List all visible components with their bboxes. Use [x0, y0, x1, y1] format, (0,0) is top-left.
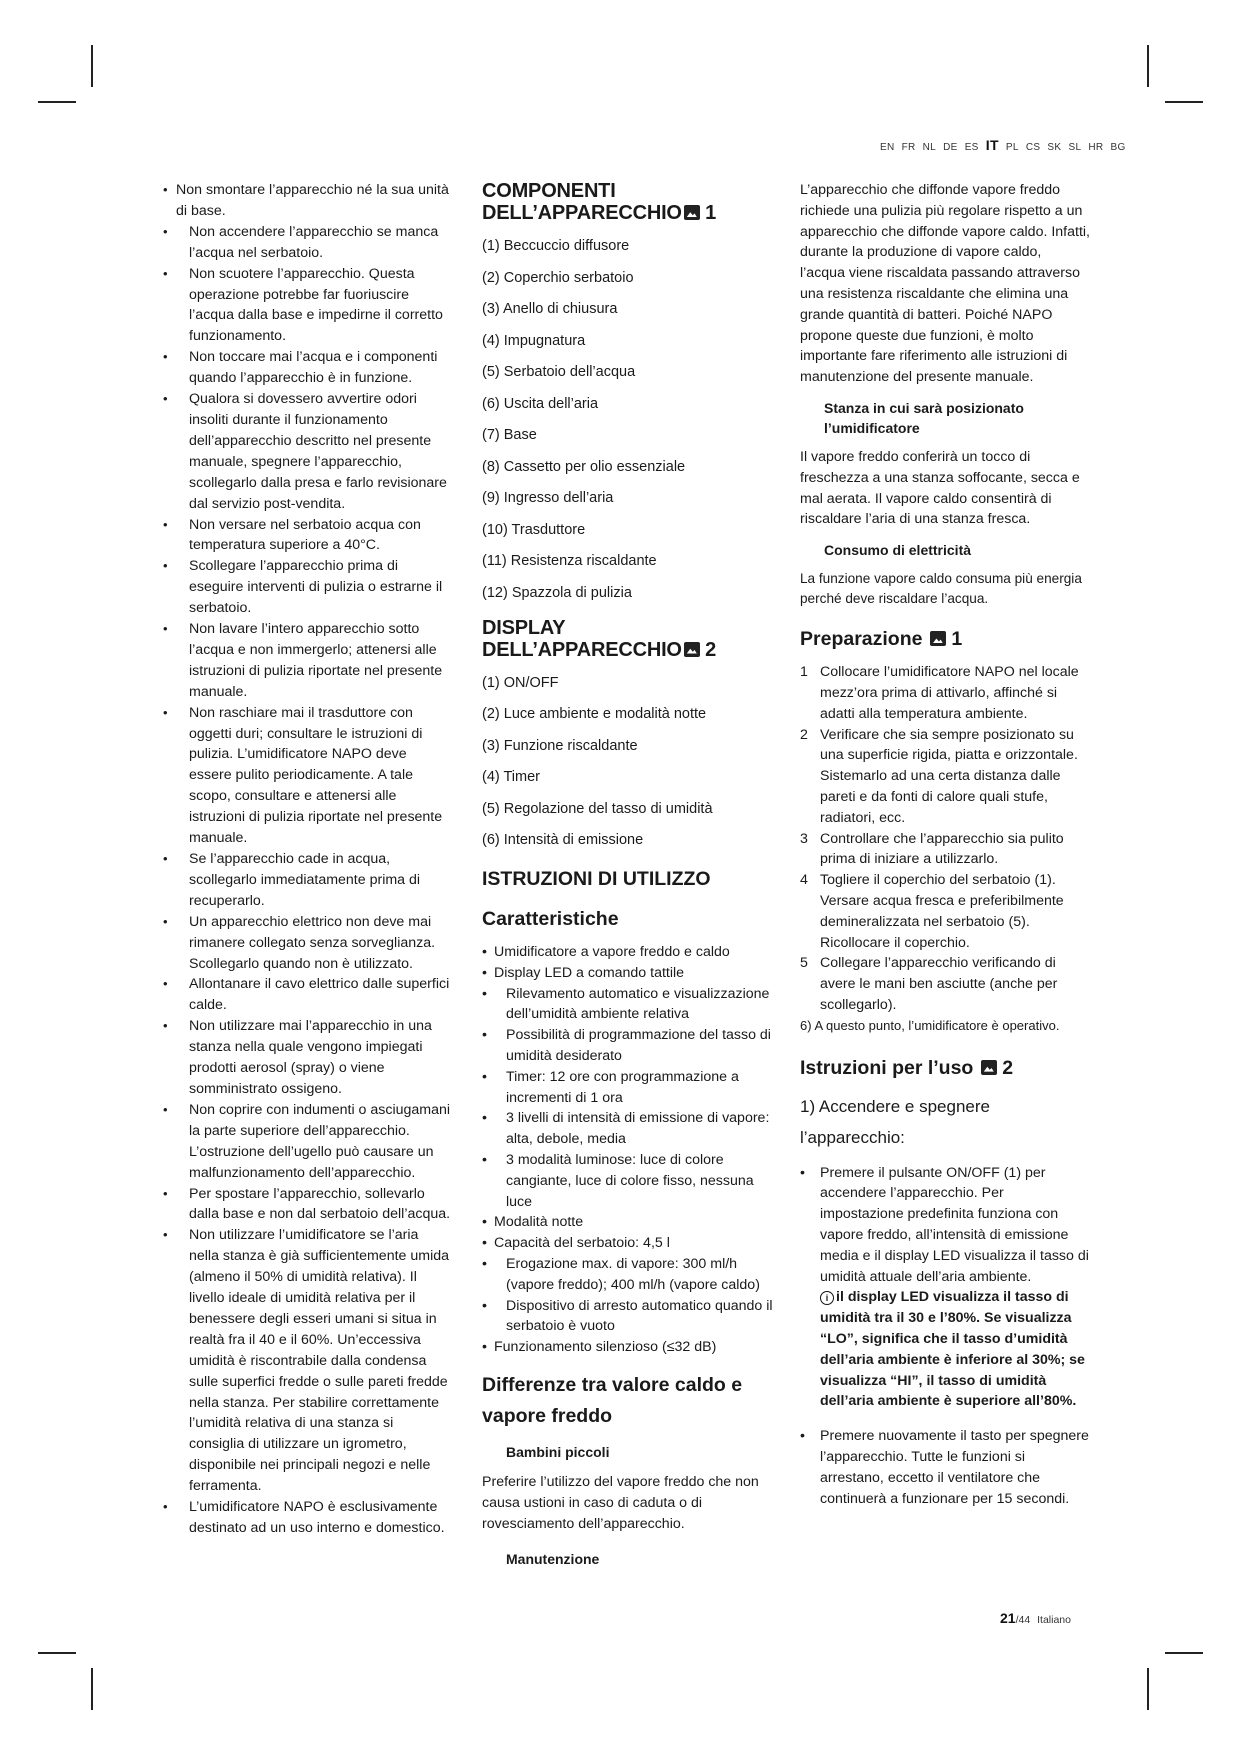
maintenance-text: L’apparecchio che diffonde vapore freddo richiede una pulizia più regolare rispetto a un apparecchio che diffonde vapore caldo. Infatti, durante la produzione di vapore caldo, l’acqua viene riscaldata passando attraverso una resistenza riscaldante che elimina una grande quantità di batteri. Poiché NAPO propone queste due funzioni, è molto importante fare riferimento alle istruzioni di manutenzione del presente manuale.: [800, 182, 1090, 386]
list-item: • Non lavare l’intero apparecchio sotto l’acqua e non immergerlo; attenersi alle istruzioni di pulizia riportate nel presente manuale.: [160, 619, 452, 703]
components-column: [482, 180, 777, 1575]
figure-number: 1: [705, 202, 717, 224]
list-item: • Display LED a comando tattile: [482, 963, 777, 984]
list-item: [800, 870, 1090, 953]
lang-nl: NL: [922, 142, 937, 153]
info-icon: i: [820, 1291, 834, 1305]
instructions-title: Istruzioni per l’uso: [800, 1056, 974, 1079]
lang-bg: BG: [1110, 142, 1126, 153]
page-number: 21: [1000, 1610, 1016, 1626]
list-item: • Non raschiare mai il trasduttore con oggetti duri; consultare le istruzioni di pulizia. L’umidificatore NAPO deve essere pulito periodicamente. A tale scopo, consultare e attenersi alle istruzioni di pulizia riportate nel presente manuale.: [160, 703, 452, 849]
list-item: • 3 modalità luminose: luce di colore cangiante, luce di colore fisso, nessuna luce: [482, 1150, 777, 1212]
list-item: • Non toccare mai l’acqua e i componenti quando l’apparecchio è in funzione.: [160, 347, 452, 389]
step-number: 1: [800, 664, 808, 681]
lang-it-active: IT: [985, 137, 999, 153]
step-number: 3: [800, 830, 808, 847]
list-item: (7) Base: [482, 427, 537, 443]
display-list: [482, 673, 777, 851]
step-text: Collegare l’apparecchio verificando di avere le mani ben asciutte (anche per scollegarlo).: [820, 955, 1058, 1013]
crop-mark: [38, 1652, 76, 1654]
figure-number: 1: [951, 628, 963, 651]
list-item: (1) ON/OFF: [482, 674, 559, 691]
crop-mark: [38, 101, 76, 103]
list-item: • Non scuotere l’apparecchio. Questa operazione potrebbe far fuoriuscire l’acqua dalla base e impedirne il corretto funzionamento.: [160, 264, 452, 348]
figure-number: 2: [1002, 1056, 1014, 1079]
lang-es: ES: [964, 142, 979, 153]
list-item: (9) Ingresso dell’aria: [482, 490, 614, 506]
list-item: • Premere nuovamente il tasto per spegnere l’apparecchio. Tutte le funzioni si arrestano, eccetto il ventilatore che continuerà a funzionare per 15 secondi.: [800, 1426, 1090, 1509]
step-number: 2: [800, 726, 808, 743]
list-item: [800, 725, 1090, 829]
instructions-subheading: 1) Accendere e spegnere l’apparecchio:: [800, 1096, 990, 1147]
list-item: • Possibilità di programmazione del tasso di umidità desiderato: [482, 1025, 777, 1067]
list-item: (12) Spazzola di pulizia: [482, 584, 632, 601]
list-item: [800, 1163, 1090, 1413]
list-item: [800, 953, 1090, 1015]
preparation-title: Preparazione: [800, 628, 923, 651]
list-item: (8) Cassetto per olio essenziale: [482, 458, 686, 475]
list-item: • Non coprire con indumenti o asciugamani la parte superiore dell’apparecchio. L’ostruzione dell’ugello può causare un malfunzionamento dell’apparecchio.: [160, 1100, 452, 1184]
lang-sl: SL: [1068, 142, 1082, 153]
power-text: La funzione vapore caldo consuma più energia perché deve riscaldare l’acqua.: [800, 570, 1082, 607]
list-item: • Scollegare l’apparecchio prima di eseguire interventi di pulizia o estrarne il serbatoio.: [160, 556, 452, 619]
lang-sk: SK: [1047, 142, 1062, 153]
lang-en: EN: [880, 142, 895, 153]
lang-pl: PL: [1005, 142, 1019, 153]
list-item: (5) Serbatoio dell’acqua: [482, 364, 636, 380]
list-item: • Se l’apparecchio cade in acqua, scollegarlo immediatamente prima di recuperarlo.: [160, 849, 452, 912]
list-item: (2) Luce ambiente e modalità notte: [482, 706, 707, 722]
lang-de: DE: [943, 142, 958, 153]
crop-mark: [1147, 1668, 1149, 1710]
list-item: • L’umidificatore NAPO è esclusivamente destinato ad un uso interno e domestico.: [160, 1497, 452, 1539]
lang-hr: HR: [1088, 142, 1104, 153]
step-number: 5: [800, 955, 808, 972]
components-list: [482, 236, 777, 603]
preparation-steps: [800, 662, 1090, 1036]
usage-heading: ISTRUZIONI DI UTILIZZO: [482, 868, 711, 890]
list-item: (3) Funzione riscaldante: [482, 737, 638, 754]
language-bar: [880, 137, 1130, 153]
note-text: il display LED visualizza il tasso di umidità tra il 30 e l’80%. Se visualizza “LO”, significa che il tasso d’umidità dell’aria ambiente è inferiore al 30%; se visualizza “HI”, il tasso di umidità dell’aria ambiente è superiore all’80%.: [820, 1289, 1085, 1410]
features-list: [482, 942, 777, 1358]
list-item: • Allontanare il cavo elettrico dalle superfici calde.: [160, 974, 452, 1016]
list-item: (6) Uscita dell’aria: [482, 395, 599, 412]
instructions-heading: [800, 1055, 1090, 1081]
room-text: Il vapore freddo conferirà un tocco di freschezza a una stanza soffocante, secca e mal aerata. Il vapore caldo consentirà di riscaldare l’aria di una stanza fresca.: [800, 448, 1080, 528]
list-item: (5) Regolazione del tasso di umidità: [482, 800, 713, 817]
components-heading-line2: DELL’APPARECCHIO: [482, 202, 682, 224]
list-item: (4) Timer: [482, 769, 540, 785]
list-item: • Un apparecchio elettrico non deve mai rimanere collegato senza sorveglianza. Scollegarlo quando non è utilizzato.: [160, 912, 452, 975]
list-item: • Capacità del serbatoio: 4,5 l: [482, 1233, 777, 1254]
crop-mark: [91, 45, 93, 87]
list-item: (3) Anello di chiusura: [482, 301, 618, 317]
crop-mark: [1147, 45, 1149, 87]
list-item: (6) Intensità di emissione: [482, 832, 644, 848]
step-number: 4: [800, 872, 808, 889]
image-icon: [981, 1060, 997, 1075]
list-item: • Rilevamento automatico e visualizzazione dell’umidità ambiente relativa: [482, 984, 777, 1026]
list-item: • Timer: 12 ore con programmazione a incrementi di 1 ora: [482, 1067, 777, 1109]
list-item: • Non utilizzare l’umidificatore se l’aria nella stanza è già sufficientemente umida (almeno il 50% di umidità relativa). Il livello ideale di umidità relativa per il benessere degli esseri umani si situa in realtà fra il 40 e il 60%. Un’eccessiva umidità è riscontrabile dalla condensa sulle superfici fredde o sulle pareti fredde nella stanza. Per stabilire correttamente l’umidità relativa di una stanza si consiglia di utilizzare un igrometro, disponibile nei principali negozi e nelle ferramenta.: [160, 1225, 452, 1497]
page-total: /44: [1015, 1614, 1031, 1626]
features-heading: Caratteristiche: [482, 908, 619, 930]
list-item: • Non utilizzare mai l’apparecchio in una stanza nella quale vengono impiegati prodotti aerosol (spray) o viene somministrato ossigeno.: [160, 1016, 452, 1100]
maintenance-subheading: Manutenzione: [506, 1550, 600, 1567]
list-item: • Umidificatore a vapore freddo e caldo: [482, 942, 777, 963]
lang-cs: CS: [1025, 142, 1041, 153]
list-item: • Per spostare l’apparecchio, sollevarlo dalla base e non dal serbatoio dell’acqua.: [160, 1184, 452, 1226]
list-item: (2) Coperchio serbatoio: [482, 269, 634, 286]
image-icon: [930, 631, 946, 646]
list-item: (11) Resistenza riscaldante: [482, 553, 657, 569]
list-item: 6) A questo punto, l’umidificatore è operativo.: [800, 1017, 1060, 1033]
display-heading: [482, 617, 777, 661]
preparation-heading: [800, 626, 1090, 652]
crop-mark: [91, 1668, 93, 1710]
step-text: Controllare che l’apparecchio sia pulito prima di iniziare a utilizzarlo.: [820, 830, 1064, 868]
image-icon: [684, 205, 700, 220]
list-item: • Modalità notte: [482, 1212, 777, 1233]
list-item: [800, 829, 1090, 871]
page-footer: [1000, 1610, 1071, 1626]
list-item: • 3 livelli di intensità di emissione di vapore: alta, debole, media: [482, 1108, 777, 1150]
usage-column: [800, 180, 1090, 1523]
safety-list: [160, 180, 452, 1539]
power-subheading: Consumo di elettricità: [824, 542, 972, 559]
list-item: (4) Impugnatura: [482, 332, 586, 349]
list-item: • Funzionamento silenzioso (≤32 dB): [482, 1337, 777, 1358]
children-text: Preferire l’utilizzo del vapore freddo che non causa ustioni in caso di caduta o di rovesciamento dell’apparecchio.: [482, 1474, 759, 1533]
safety-column: [160, 180, 452, 1539]
components-heading-line1: COMPONENTI: [482, 180, 616, 202]
figure-number: 2: [705, 638, 717, 661]
led-note: [820, 1287, 1090, 1412]
differences-heading: Differenze tra valore caldo e vapore freddo: [482, 1373, 743, 1427]
instructions-list: [800, 1163, 1090, 1510]
list-item: (1) Beccuccio diffusore: [482, 238, 630, 254]
list-item: • Non smontare l’apparecchio né la sua unità di base.: [160, 180, 452, 222]
crop-mark: [1165, 101, 1203, 103]
list-item: (10) Trasduttore: [482, 521, 586, 538]
list-item: [800, 662, 1090, 724]
components-heading: [482, 180, 777, 224]
lang-fr: FR: [901, 142, 916, 153]
list-item: • Non accendere l’apparecchio se manca l’acqua nel serbatoio.: [160, 222, 452, 264]
list-item: • Dispositivo di arresto automatico quando il serbatoio è vuoto: [482, 1296, 777, 1338]
crop-mark: [1165, 1652, 1203, 1654]
image-icon: [684, 642, 700, 657]
children-subheading: Bambini piccoli: [506, 1443, 610, 1460]
step-text: Collocare l’umidificatore NAPO nel locale mezz’ora prima di attivarlo, affinché si adatti alla temperatura ambiente.: [820, 664, 1079, 722]
display-heading-line1: DISPLAY: [482, 616, 566, 639]
step-text: Verificare che sia sempre posizionato su una superficie rigida, piatta e orizzontale. Sistemarlo ad una certa distanza dalle pareti e da fonti di calore quali stufe, radiatori, ecc.: [820, 726, 1078, 826]
list-item: • Erogazione max. di vapore: 300 ml/h (vapore freddo); 400 ml/h (vapore caldo): [482, 1254, 777, 1296]
footer-language: Italiano: [1037, 1614, 1071, 1626]
list-item: • Qualora si dovessero avvertire odori insoliti durante il funzionamento dell’apparecchio descritto nel presente manuale, spegnere l’apparecchio, scollegarlo dalla presa e farlo revisionare dal servizio post-vendita.: [160, 389, 452, 514]
room-subheading: Stanza in cui sarà posizionato l’umidificatore: [824, 399, 1024, 437]
list-item: • Non versare nel serbatoio acqua con temperatura superiore a 40°C.: [160, 515, 452, 557]
display-heading-line2: DELL’APPARECCHIO: [482, 638, 682, 661]
step-text: Togliere il coperchio del serbatoio (1). Versare acqua fresca e preferibilmente demineralizzata nel serbatoio (5). Ricollocare il coperchio.: [820, 872, 1064, 951]
instruction-text: Premere il pulsante ON/OFF (1) per accendere l’apparecchio. Per impostazione predefinita funziona con vapore freddo, all’intensità di emissione media e il display LED visualizza il tasso di umidità attuale dell’aria ambiente.: [820, 1164, 1089, 1285]
